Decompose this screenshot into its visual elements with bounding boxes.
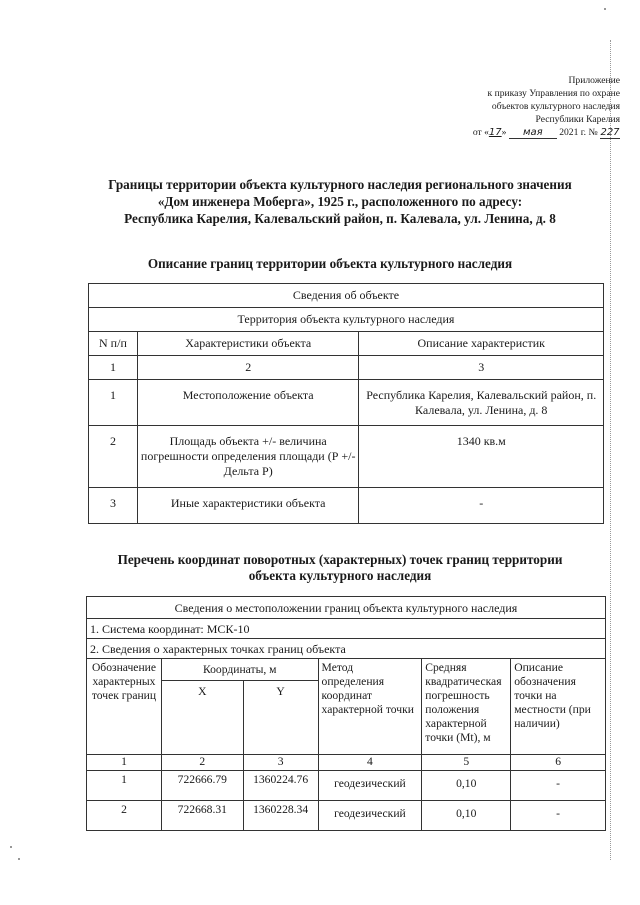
column-number: 3 — [359, 356, 604, 380]
point-number: 1 — [87, 771, 162, 801]
section-title-line: объекта культурного наследия — [248, 568, 432, 583]
approval-line: к приказу Управления по охране — [487, 88, 620, 99]
column-header-designation: Обозначение характерных точек границ — [87, 659, 162, 755]
section-title-coordinates — [40, 552, 640, 584]
row-characteristic: Иные характеристики объекта — [137, 488, 359, 524]
row-number: 3 — [89, 488, 138, 524]
table-subheader: Территория объекта культурного наследия — [89, 308, 604, 332]
approval-month: мая — [509, 127, 557, 139]
document-title — [40, 176, 640, 227]
approval-number: 227 — [600, 127, 620, 138]
point-description: - — [511, 801, 606, 831]
approval-block — [400, 74, 620, 139]
approval-line: Приложение — [568, 75, 620, 86]
point-error: 0,10 — [422, 801, 511, 831]
table-row — [87, 771, 606, 801]
row-number: 2 — [89, 426, 138, 488]
column-number: 2 — [161, 755, 243, 771]
scan-margin-line — [610, 40, 611, 860]
points-header: 2. Сведения о характерных точках границ объекта — [87, 639, 606, 659]
row-characteristic: Местоположение объекта — [137, 380, 359, 426]
point-method: геодезический — [318, 801, 422, 831]
column-header-method: Метод определения координат характерной точки — [318, 659, 422, 755]
point-x: 722668.31 — [161, 801, 243, 831]
column-number: 3 — [243, 755, 318, 771]
row-characteristic: Площадь объекта +/- величина погрешности определения площади (Р +/- Дельта Р) — [137, 426, 359, 488]
point-x: 722666.79 — [161, 771, 243, 801]
table-header: Сведения об объекте — [89, 284, 604, 308]
column-header-description: Описание обозначения точки на местности (при наличии) — [511, 659, 606, 755]
approval-day: 17 — [488, 127, 502, 138]
scan-dot — [18, 858, 20, 860]
column-number: 1 — [87, 755, 162, 771]
row-number: 1 — [89, 380, 138, 426]
title-line: Границы территории объекта культурного наследия регионального значения — [108, 177, 572, 192]
point-method: геодезический — [318, 771, 422, 801]
title-line: «Дом инженера Моберга», 1925 г., расположенного по адресу: — [157, 194, 523, 209]
column-header-error: Средняя квадратическая погрешность положения характерной точки (Mt), м — [422, 659, 511, 755]
point-error: 0,10 — [422, 771, 511, 801]
object-info-table — [88, 283, 604, 524]
column-header: Описание характеристик — [359, 332, 604, 356]
column-header: N п/п — [89, 332, 138, 356]
coordinates-table — [86, 596, 606, 831]
row-description: 1340 кв.м — [359, 426, 604, 488]
column-number: 6 — [511, 755, 606, 771]
scan-dot — [604, 8, 606, 10]
point-number: 2 — [87, 801, 162, 831]
table-header: Сведения о местоположении границ объекта культурного наследия — [87, 597, 606, 619]
column-header-y: Y — [243, 681, 318, 755]
scan-dot — [10, 846, 12, 848]
point-y: 1360224.76 — [243, 771, 318, 801]
approval-line: Республики Карелия — [535, 114, 620, 125]
column-number: 1 — [89, 356, 138, 380]
section-title-line: Перечень координат поворотных (характерных) точек границ территории — [117, 552, 563, 567]
row-description: Республика Карелия, Калевальский район, п. Калевала, ул. Ленина, д. 8 — [359, 380, 604, 426]
point-description: - — [511, 771, 606, 801]
row-description: - — [359, 488, 604, 524]
approval-line: объектов культурного наследия — [491, 101, 620, 112]
column-number: 4 — [318, 755, 422, 771]
title-line: Республика Карелия, Калевальский район, п. Калевала, ул. Ленина, д. 8 — [124, 211, 556, 226]
column-number: 5 — [422, 755, 511, 771]
table-row — [87, 801, 606, 831]
column-header-x: X — [161, 681, 243, 755]
coordinate-system: 1. Система координат: МСК-10 — [87, 619, 606, 639]
column-header-coordinates: Координаты, м — [161, 659, 318, 681]
section-title-boundaries: Описание границ территории объекта культурного наследия — [147, 256, 513, 271]
column-header: Характеристики объекта — [137, 332, 359, 356]
column-number: 2 — [137, 356, 359, 380]
point-y: 1360228.34 — [243, 801, 318, 831]
approval-date-line: от «17» мая 2021 г. № 227 — [472, 127, 620, 138]
